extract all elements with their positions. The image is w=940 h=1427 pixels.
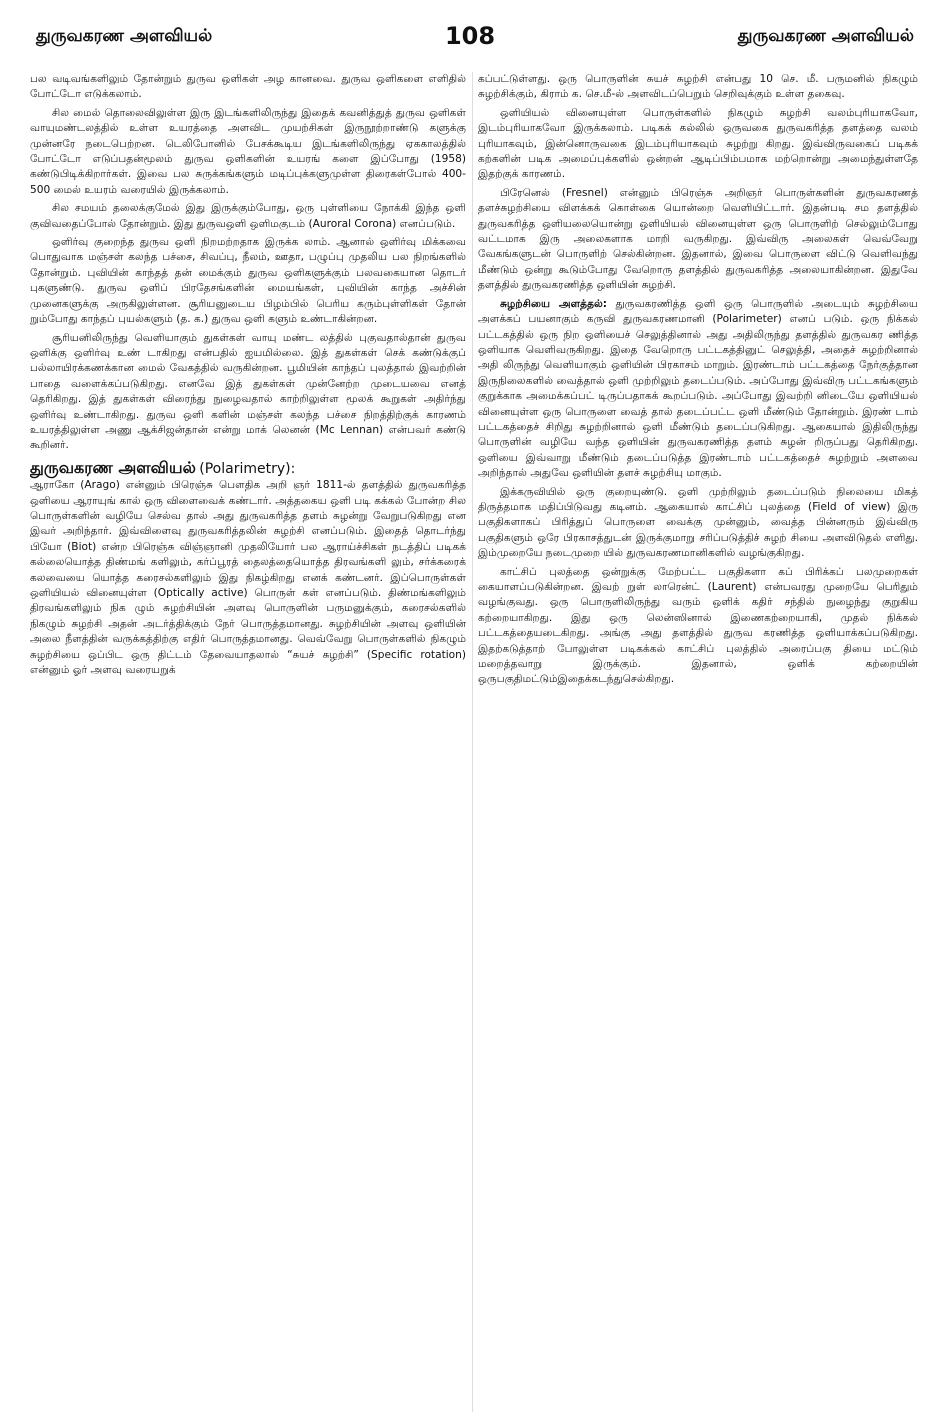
paragraph: ஒளிர்வு குறைந்த துருவ ஒளி நிறமற்றதாக இருக்க லாம். ஆனால் ஒளிர்வு மிக்கவை பொதுவாக மஞ்சள் கலந்த பச்சை, சிவப்பு, நீலம், ஊதா, பழுப்பு முதலிய பல நிறங்களில் தோன்றும். புவியின் காந்தத் தன் மைக்கும் துருவ ஒளிகளுக்கும் பலவகையான தொடர் புகளுண்டு. துருவ ஒளிப் பிரதேசங்களின் மையங்கள், புவியின் காந்த அச்சின் முனைகளுக்கு அருகிலுள்ளன. சூரியனுடைய பிழம்பில் பெரிய கரும்புள்ளிகள் தோன் றும்போது காந்தப் புயல்களும் (த. க.) துருவ ஒளி களும் உண்டாகின்றன. [30,236,466,326]
paragraph: பிரேனெல் (Fresnel) என்னும் பிரெஞ்சு அறிஞர் பொருள்களின் துருவகரணத் தளச்சுழற்சியை விளக்கக் கொள்கை யொன்றை வெளியிட்டார். இதன்படி சம தளத்தில் துருவகரித்த ஒளியலையொன்று ஒளியியல் வினையுள்ள ஒரு பொருளிற் செல்லும்போது வட்டமாக இரு அலைகளாக மாறி வருகிறது. இவ்விரு அலைகள் வெவ்வேறு வேகங்களுடன் பொருளிற் செல்கின்றன. இதனால், இவை பொருளை விட்டு வெளிவந்து மீண்டும் ஒன்று கூடும்போது வேறொரு தளத்தில் துருவகரித்த அலையாகின்றன. இதுவே தளத்தில் துருவகரணித்த ஒளியின் சுழற்சி. [478,186,918,292]
running-title-right: துருவகரண அளவியல் [737,26,914,46]
right-column [478,72,918,1417]
subsection-text: துருவகரணித்த ஒளி ஒரு பொருளில் அடையும் சுழற்சியை அளக்கப் பயனாகும் கருவி துருவகரணமானி (Polarimeter) எனப் படும். ஒரு நிக்கல் பட்டகத்தில் ஒரு நிற ஒளியைச் செலுத்தினால் அது அதிலிருந்து தளத்தில் துருவகர ணித்த ஒளியாக வெளிவருகிறது. இதை வேறொரு பட்டகத்தினுட் செலுத்தி, அதைச் சுழற்றினால் அதி லிருந்து வெளியாகும் ஒளியின் பிரகாசம் மாறும். இரண்டாம் பட்டகத்தை நேர்குத்தான இருநிலைகளில் வைத்தால் ஒளி முற்றிலும் தடைப்படும். அப்போது இவ்விரு பட்டகங்களும் குறுக்காக அமைக்கப்பட் டிருப்பதாகக் கூறப்படும். அப்போது இவற்றி னிடையே ஒளியியல் வினையுள்ள ஒரு பொருளை வைத் தால் தடைப்பட்ட ஒளி மீண்டும் தோன்றும். இரண் டாம் பட்டகத்தைச் சிறிது சுழற்றினால் ஒளி மீண்டும் தடைப்படுகிறது. ஆகையால் இதிலிருந்து பொருளின் வழியே வந்த ஒளியின் துருவகரணித்த தளம் சுழன் றிருப்பது தெரிகிறது. ஒளியை இவ்வாறு மீண்டும் தடைப்படுத்த இரண்டாம் பட்டகத்தைச் சுழற்றும் அளவை அறிந்தால் அதுவே ஒளியின் தளச் சுழற்சியு மாகும். [478,297,918,480]
section-heading-english: (Polarimetry): [199,460,296,477]
paragraph: காட்சிப் புலத்தை ஒன்றுக்கு மேற்பட்ட பகுதிகளா கப் பிரிக்கப் பலமுறைகள் கையாளப்படுகின்றன. இவற் றுள் லாரென்ட் (Laurent) என்பவரது முறையே பெரிதும் வழங்குவது. ஒரு பொருளிலிருந்து வரும் ஒளிக் கதிர் சந்தில் நுழைந்து குறுகிய கற்றையாகிறது. இது ஒரு லென்ஸினால் இணைகற்றையாகி, முதல் நிக்கல் பட்டகத்தையடைகிறது. அங்கு அது தளத்தில் துருவ கரணித்த ஒளியாக்கப்படுகிறது. இதற்கடுத்தாற் போலுள்ள படிகக்கல் காட்சிப் புலத்தில் அரைப்பகு தியை மட்டும் மறைத்தவாறு இருக்கும். இதனால், ஒளிக் கற்றையின் ஒருபகுதிமட்டும்இதைக்கடந்துசெல்கிறது. [478,565,918,686]
paragraph [478,297,918,482]
running-title-left: துருவகரண அளவியல் [36,26,213,46]
subsection-term: சுழற்சியை அளத்தல்: [500,297,608,310]
paragraph: சூரியனிலிருந்து வெளியாகும் துகள்கள் வாயு மண்ட லத்தில் புகுவதால்தான் துருவ ஒளிக்கு ஒளிர்வு உண் டாகிறது என்பதில் ஐயமில்லை. இத் துகள்கள் செக் கண்டுக்குப் பல்லாயிரக்கணக்கான மைல் வேகத்தில் வருகின்றன. பூமியின் காந்தப் புலத்தால் இவற்றின் பாதை வளைக்கப்படுகிறது. எனவே இத் துகள்கள் முன்னேற்ற முடையவை எனத் தெரிகிறது. இத் துகள்கள் விரைந்து நுழைவதால் காற்றிலுள்ள மூலக் கூறுகள் அதிர்ந்து ஒளிர்வு உண்டாகிறது. துருவ ஒளி களின் மஞ்சள் கலந்த பச்சை நிறத்திற்குக் காரணம் உயரத்திலுள்ள அணு ஆக்சிஜன்தான் என்று மாக் லெனன் (Mc Lennan) என்பவர் கண்டு கூறினர். [30,331,466,452]
section-heading-tamil: துருவகரண அளவியல் [30,457,196,477]
page-header [0,0,940,62]
paragraph: ஆராகோ (Arago) என்னும் பிரெஞ்சு பௌதிக அறி ஞர் 1811-ல் தளத்தில் துருவகரித்த ஒளியை ஆராயுங் கால் ஒரு விளைவைக் கண்டார். அத்தகைய ஒளி படி கக்கல் போன்ற சில பொருள்களின் வழியே செல்வ தால் அது துருவகரித்த தளம் சுழன்று வேறுபடுகிறது என இவர் அறிந்தார். இவ்விளைவு துருவகரித்தலின் சுழற்சி எனப்படும். இதைத் தொடர்ந்து பியோ (Biot) என்ற பிரெஞ்சு விஞ்ஞானி முதலியோர் பல ஆராய்ச்சிகள் நடத்திப் படிகக் கல்லையொத்த திண்மங் களிலும், கர்ப்பூரத் தைலத்தையொத்த திரவங்களி லும், சர்க்கரைக் கலவையை யொத்த கரைசல்களிலும் இது நிகழ்கிறது எனக் கண்டனர். இப்பொருள்கள் ஒளியியல் வினையுள்ள (Optically active) பொருள் கள் எனப்படும். திண்மங்களிலும் திரவங்களிலும் நிக ழும் சுழற்சியின் அளவு பொருளின் பருமனுக்கும், கரைசல்களில் நிகழும் சுழற்சி அதன் அடர்த்திக்கும் நேர் பொருத்தமானது. சுழற்சியின் அளவு ஒளியின் அலை நீளத்தின் வருக்கத்திற்கு எதிர் பொருத்தமானது. வெவ்வேறு பொருள்களில் நிகழும் சுழற்சியை ஒப்பிட ஒரு திட்டம் தேவையாதலால் “சுயச் சுழற்சி” (Specific rotation) என்னும் ஓர் அளவு வரையறுக் [30,479,466,677]
page-number: 108 [444,22,496,50]
paragraph: சில சமயம் தலைக்குமேல் இது இருக்கும்போது, ஒரு புள்ளியை நோக்கி இந்த ஒளி குவிவதைப்போல் தோன்றும். இது துருவஒளி ஒளிமகுடம் (Auroral Corona) எனப்படும். [30,202,466,230]
paragraph: ஒளியியல் வினையுள்ள பொருள்களில் நிகழும் சுழற்சி வலம்புரியாகவோ, இடம்புரியாகவோ இருக்கலாம். படிகக் கல்லில் ஒருவகை துருவகரித்த தளத்தை வலம் புரியாகவும், இன்னொருவகை இடம்புரியாகவும் சுழற்று கிறது. இவ்விருவகைப் படிகக் கற்களின் படிக அமைப்புக்களில் ஒன்றன் ஆடிப்பிம்பமாக மற்றொன்று அமைந்துள்ளதே இதற்குக் காரணம். [478,106,918,181]
paragraph: பல வடிவங்களிலும் தோன்றும் துருவ ஒளிகள் அழ கானவை. துருவ ஒளிகளை எளிதில் போட்டோ எடுக்கலாம். [30,73,466,101]
paragraph: கப்பட்டுள்ளது. ஒரு பொருளின் சுயச் சுழற்சி என்பது 10 செ. மீ. பருமனில் நிகழும் சுழற்சிக்கும், கிராம் க. செ.மீ-ல் அளவிடப்பெறும் செறிவுக்கும் உள்ள தகைவு. [478,73,918,101]
section-heading [30,457,466,478]
left-column [30,72,466,1417]
column-divider [472,72,473,1412]
paragraph: இக்கருவியில் ஒரு குறையுண்டு. ஒளி முற்றிலும் தடைப்படும் நிலையை மிகத் திருத்தமாக மதிப்பிடுவது கடினம். ஆகையால் காட்சிப் புலத்தை (Field of view) இரு பகுதிகளாகப் பிரித்துப் பொருளை வைக்கு முன்னும், வைத்த பின்னரும் இவ்விரு பகுதிகளும் ஒரே பிரகாசத்துடன் இருக்குமாறு சரிப்படுத்திச் சுழற் சியை அளவிடுதல் எளிது. இம்முறையே நடைமுறை யில் துருவகரணமானிகளில் வழங்குகிறது. [478,485,918,560]
paragraph: சில மைல் தொலைவிலுள்ள இரு இடங்களிலிருந்து இதைக் கவனித்துத் துருவ ஒளிகள் வாயுமண்டலத்தில் உள்ள உயரத்தை அளவிட முயற்சிகள் இருநூற்றாண்டு களுக்கு முன்னரே நடைபெற்றன. டெலிபோனில் பேசக்கூடிய இடங்களிலிருந்து ஏககாலத்தில் போட்டோ எடுப்பதன்மூலம் துருவ ஒளிகளின் உயரங் களை இப்போது (1958) கண்டுபிடிக்கிறார்கள். இவை பல சுருக்கங்களும் மடிப்புக்களுமுள்ள திரைகள்போல் 400-500 மைல் உயரம் வரையில் இருக்கலாம். [30,106,466,196]
